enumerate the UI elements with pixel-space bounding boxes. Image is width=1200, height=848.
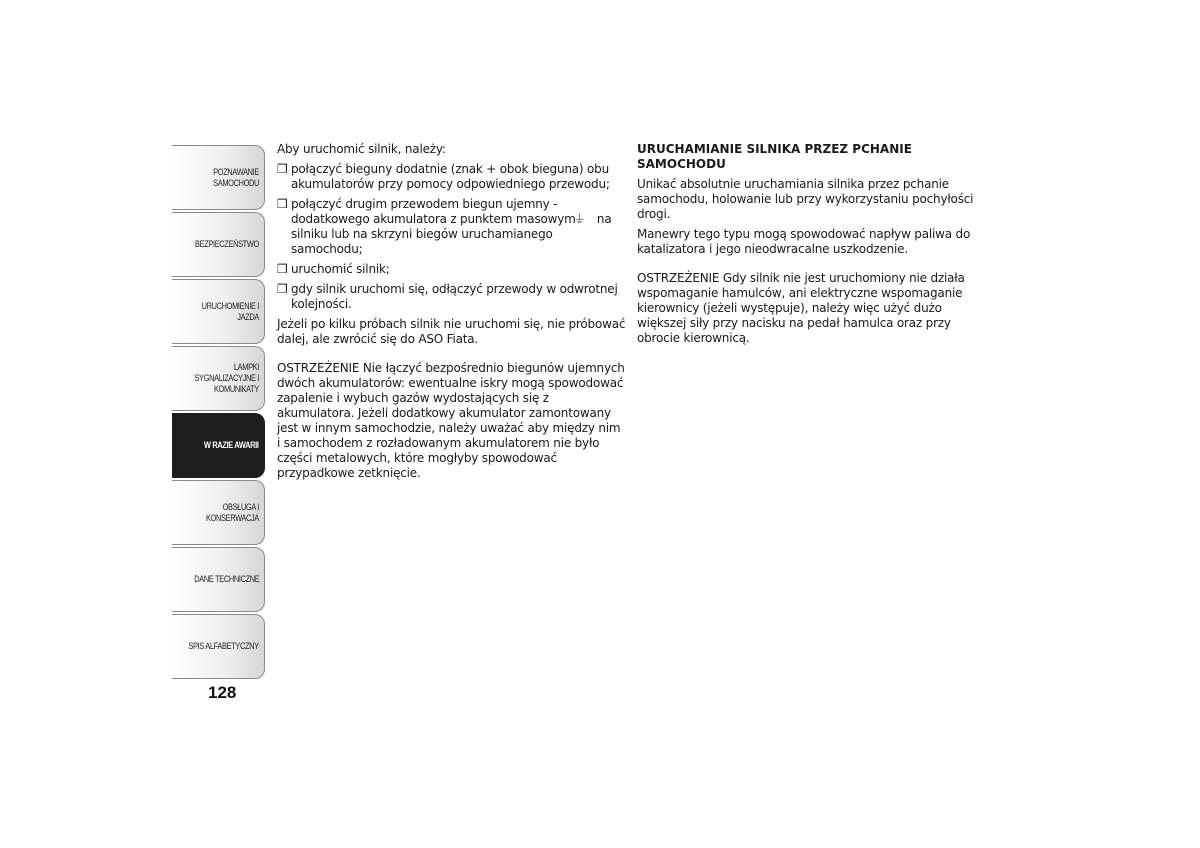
checkbox-bullet-icon: ❒ xyxy=(277,262,288,276)
tab-label: OBSŁUGA I KONSERWACJA xyxy=(206,501,259,523)
tab-spis-alfabetyczny[interactable] xyxy=(172,614,265,679)
tab-obsluga-i-konserwacja[interactable] xyxy=(172,480,265,545)
left-column xyxy=(277,142,627,486)
tab-uruchomienie-i-jazda[interactable] xyxy=(172,279,265,344)
paragraph: Jeżeli po kilku próbach silnik nie uruchomi się, nie próbować dalej, ale zwrócić się do ASO Fiata. xyxy=(277,317,626,346)
warning-text: Gdy silnik nie jest uruchomiony nie działa wspomaganie hamulców, ani elektryczne wspomaganie kierownicy (jeżeli występuje), należy więc użyć dużo większej siły przy nacisku na pedał hamulca oraz przy obrocie kierownicą. xyxy=(637,271,965,345)
tab-lampki-sygnalizacyjne[interactable] xyxy=(172,346,265,411)
tab-w-razie-awarii[interactable] xyxy=(172,413,265,478)
right-column xyxy=(637,142,982,351)
bullet-item: ❒ połączyć bieguny dodatnie (znak + obok bieguna) obu akumulatorów przy pomocy odpowiedniego przewodu; xyxy=(277,162,610,191)
warning-label: OSTRZEŻENIE xyxy=(637,271,720,285)
checkbox-bullet-icon: ❒ xyxy=(277,162,288,176)
section-heading: URUCHAMIANIE SILNIKA PRZEZ PCHANIE SAMOCHODU xyxy=(637,142,912,171)
paragraph: Unikać absolutnie uruchamiania silnika przez pchanie samochodu, holowanie lub przy wykorzystaniu pochyłości drogi. xyxy=(637,177,974,221)
tab-label: POZNAWANIE SAMOCHODU xyxy=(213,166,259,188)
page-number: 128 xyxy=(208,683,237,702)
tab-bezpieczenstwo[interactable] xyxy=(172,212,265,277)
warning-paragraph xyxy=(277,361,627,481)
tab-label: URUCHOMIENIE I JAZDA xyxy=(201,300,259,322)
tab-poznawanie-samochodu[interactable] xyxy=(172,145,265,210)
tab-label: LAMPKI SYGNALIZACYJNE I KOMUNIKATY xyxy=(194,362,259,394)
tab-label: W RAZIE AWARII xyxy=(204,440,259,450)
tab-label: BEZPIECZEŃSTWO xyxy=(195,239,259,249)
tab-label: DANE TECHNICZNE xyxy=(193,574,259,584)
intro-text: Aby uruchomić silnik, należy: xyxy=(277,142,446,156)
checkbox-bullet-icon: ❒ xyxy=(277,197,288,211)
section-tabs xyxy=(172,145,265,681)
paragraph: Manewry tego typu mogą spowodować napływ paliwa do katalizatora i jego nieodwracalne uszkodzenie. xyxy=(637,227,971,256)
warning-label: OSTRZEŻENIE xyxy=(277,361,360,375)
bullet-item: ❒ gdy silnik uruchomi się, odłączyć przewody w odwrotnej kolejności. xyxy=(277,282,618,311)
ground-symbol-icon: ⏚ xyxy=(573,212,586,226)
bullet-item: ❒ uruchomić silnik; xyxy=(277,262,390,276)
warning-text: Nie łączyć bezpośrednio biegunów ujemnych dwóch akumulatorów: ewentualne iskry mogą spowodować zapalenie i wybuch gazów wydostających się z akumulatora. Jeżeli dodatkowy akumulator zamontowany jest w innym samochodzie, należy uważać aby między nim i samochodem z rozładowanym akumulatorem nie było części metalowych, które mogłyby spowodować przypadkowe zetknięcie. xyxy=(277,361,625,480)
bullet-item: ❒ połączyć drugim przewodem biegun ujemny - dodatkowego akumulatora z punktem masowym ⏚ na silniku lub na skrzyni biegów uruchamianego samochodu; xyxy=(277,197,612,256)
warning-paragraph xyxy=(637,271,982,346)
tab-label: SPIS ALFABETYCZNY xyxy=(188,641,259,651)
tab-dane-techniczne[interactable] xyxy=(172,547,265,612)
checkbox-bullet-icon: ❒ xyxy=(277,282,288,296)
